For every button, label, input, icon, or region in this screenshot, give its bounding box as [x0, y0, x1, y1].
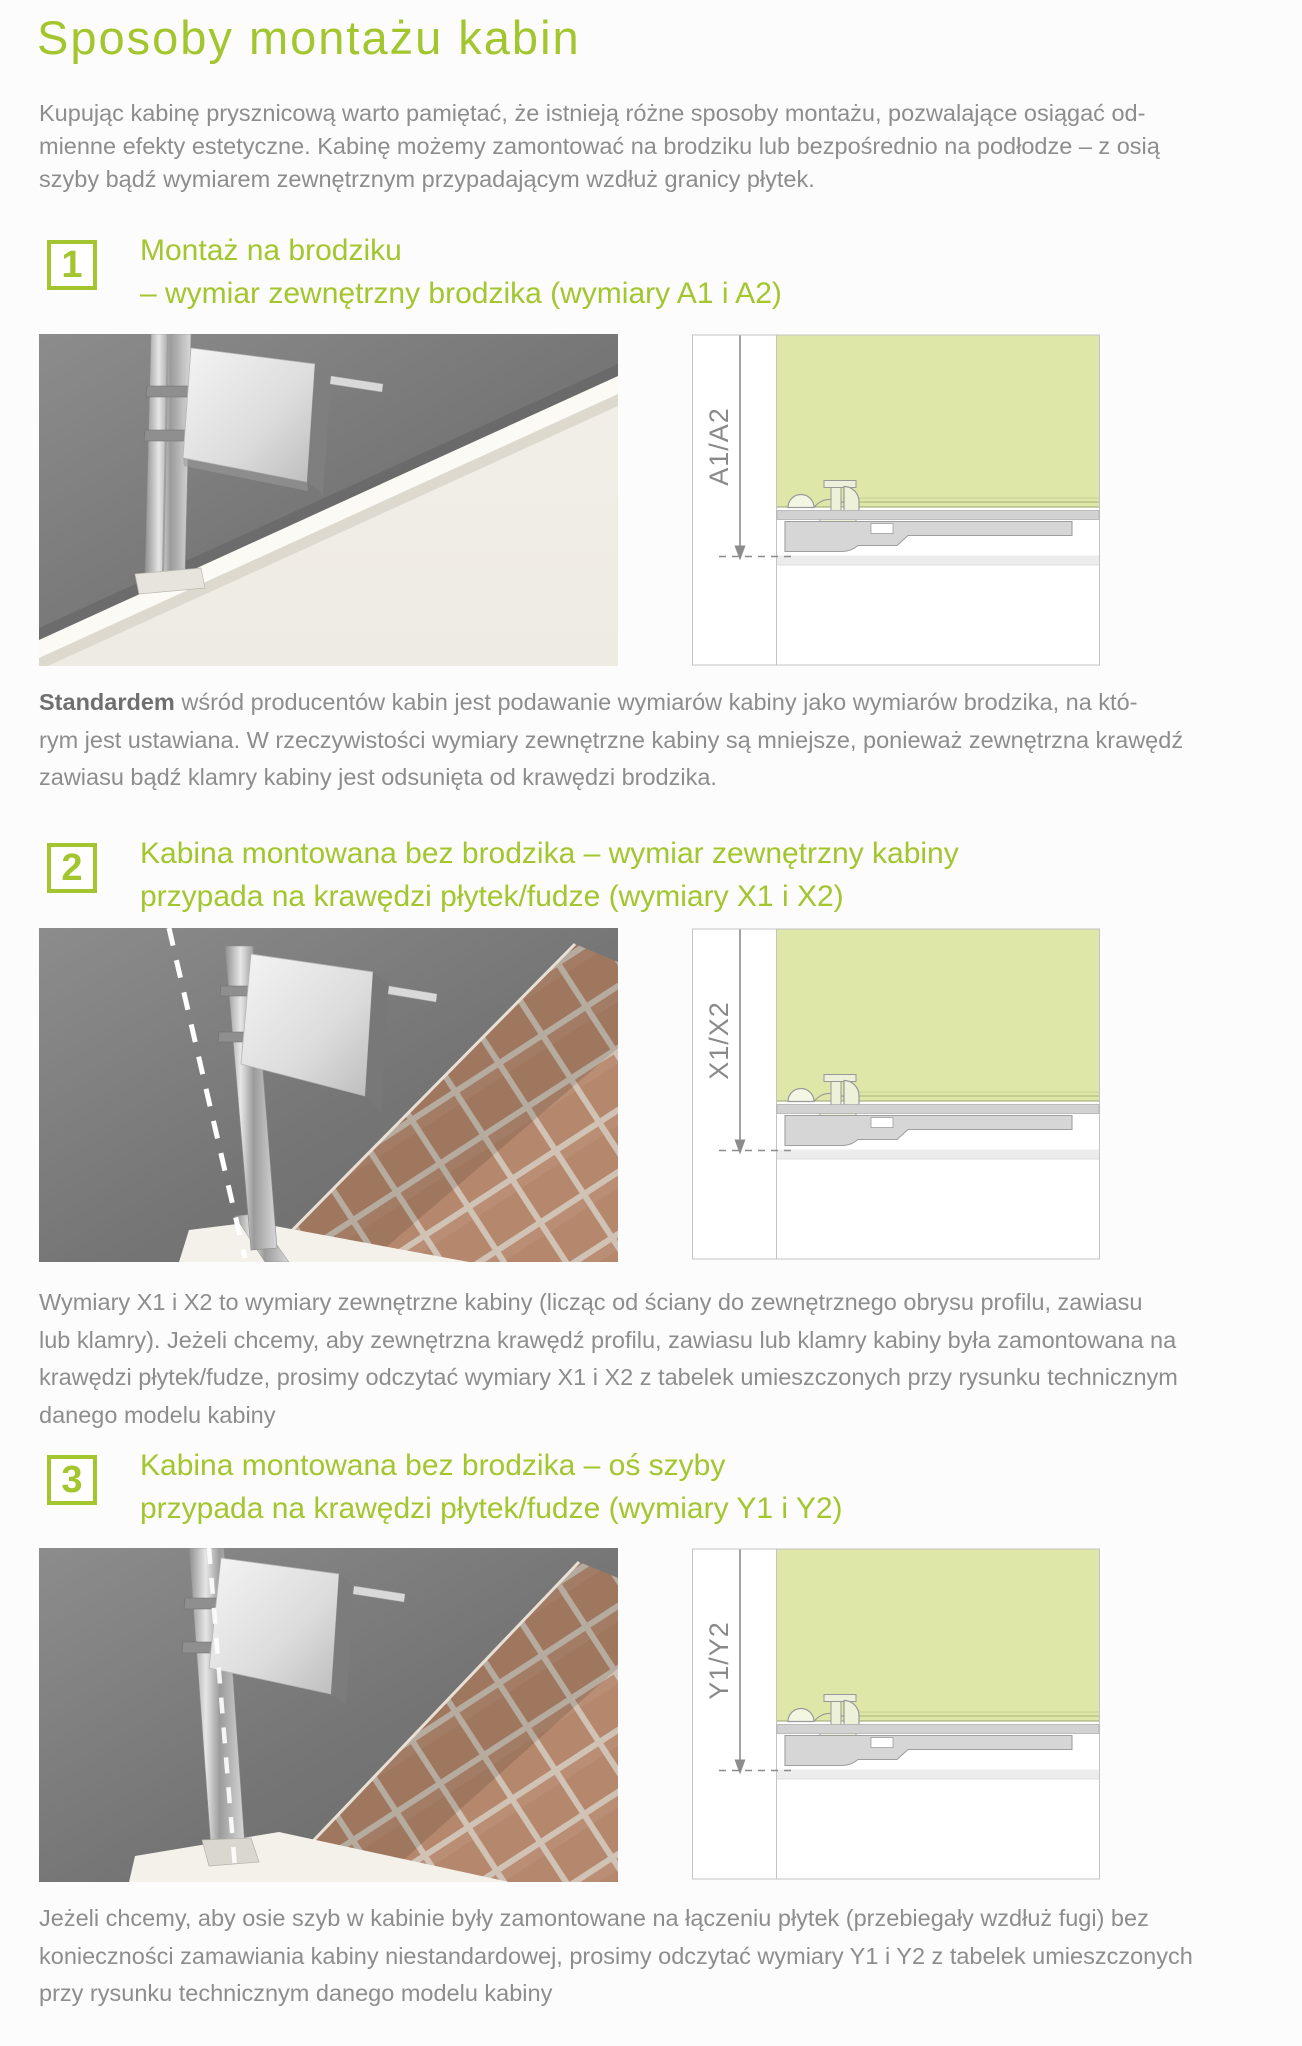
section-3-paragraph — [39, 1900, 1193, 2013]
paragraph-line: Wymiary X1 i X2 to wymiary zewnętrzne kabiny (licząc od ściany do zewnętrznego obrysu profilu, zawiasu — [39, 1289, 1143, 1315]
intro-line: mienne efekty estetyczne. Kabinę możemy zamontować na brodziku lub bezpośrednio na podłodze – z osią — [39, 133, 1160, 159]
paragraph-lead: Standardem — [39, 689, 175, 715]
section-1-number-badge: 1 — [47, 240, 97, 290]
diagram-2-dimension-label: X1/X2 — [704, 1001, 734, 1080]
intro-paragraph — [39, 97, 1279, 196]
intro-line: szyby bądź wymiarem zewnętrznym przypadającym wzdłuż granicy płytek. — [39, 166, 815, 192]
photo-hinge-on-tiles-glass-axis — [39, 1548, 618, 1882]
section-1-heading-line1: Montaż na brodziku — [140, 234, 402, 267]
section-2-paragraph — [39, 1284, 1178, 1434]
paragraph-line: Standardem wśród producentów kabin jest podawanie wymiarów kabiny jako wymiarów brodzika, na któ- — [39, 689, 1138, 715]
paragraph-line: konieczności zamawiania kabiny niestandardowej, prosimy odczytać wymiary Y1 i Y2 z tabelek umieszczonych — [39, 1942, 1193, 1969]
page-title: Sposoby montażu kabin — [37, 11, 581, 64]
diagram-tiles-dimension-x1-x2 — [692, 928, 1100, 1260]
section-1-heading — [140, 229, 782, 315]
photo-hinge-on-shower-tray — [39, 334, 618, 666]
paragraph-line: Jeżeli chcemy, aby osie szyb w kabinie były zamontowane na łączeniu płytek (przebiegały wzdłuż fugi) bez — [39, 1905, 1149, 1931]
section-2-number-badge: 2 — [47, 843, 97, 893]
paragraph-line: krawędzi płytek/fudze, prosimy odczytać wymiary X1 i X2 z tabelek umieszczonych przy rysunku technicznym — [39, 1364, 1178, 1390]
section-2-heading-line2: przypada na krawędzi płytek/fudze (wymiary X1 i X2) — [140, 880, 844, 913]
section-3-heading-line2: przypada na krawędzi płytek/fudze (wymiary Y1 i Y2) — [140, 1492, 843, 1525]
intro-line: Kupując kabinę prysznicową warto pamiętać, że istnieją różne sposoby montażu, pozwalające osiągać od- — [39, 100, 1146, 126]
diagram-1-dimension-label: A1/A2 — [704, 407, 734, 486]
section-2-heading — [140, 832, 959, 918]
diagram-tray-dimension-a1-a2 — [692, 334, 1100, 666]
paragraph-line: rym jest ustawiana. W rzeczywistości wymiary zewnętrzne kabiny są mniejsze, ponieważ zewnętrzna krawędź — [39, 726, 1184, 753]
section-3-number-badge: 3 — [47, 1455, 97, 1505]
photo-hinge-on-tiles-outer-edge — [39, 928, 618, 1262]
section-2-heading-line1: Kabina montowana bez brodzika – wymiar zewnętrzny kabiny — [140, 837, 959, 870]
section-3-heading — [140, 1444, 843, 1530]
diagram-tiles-dimension-y1-y2 — [692, 1548, 1100, 1880]
section-1-heading-line2: – wymiar zewnętrzny brodzika (wymiary A1 i A2) — [140, 277, 782, 310]
diagram-3-dimension-label: Y1/Y2 — [704, 1621, 734, 1700]
section-1-paragraph — [39, 684, 1183, 797]
paragraph-line: danego modelu kabiny — [39, 1401, 276, 1428]
section-3-heading-line1: Kabina montowana bez brodzika – oś szyby — [140, 1449, 726, 1482]
paragraph-line: przy rysunku technicznym danego modelu kabiny — [39, 1980, 553, 2006]
paragraph-line: zawiasu bądź klamry kabiny jest odsunięta od krawędzi brodzika. — [39, 764, 717, 790]
paragraph-line: lub klamry). Jeżeli chcemy, aby zewnętrzna krawędź profilu, zawiasu lub klamry kabiny była zamontowana na — [39, 1326, 1177, 1353]
